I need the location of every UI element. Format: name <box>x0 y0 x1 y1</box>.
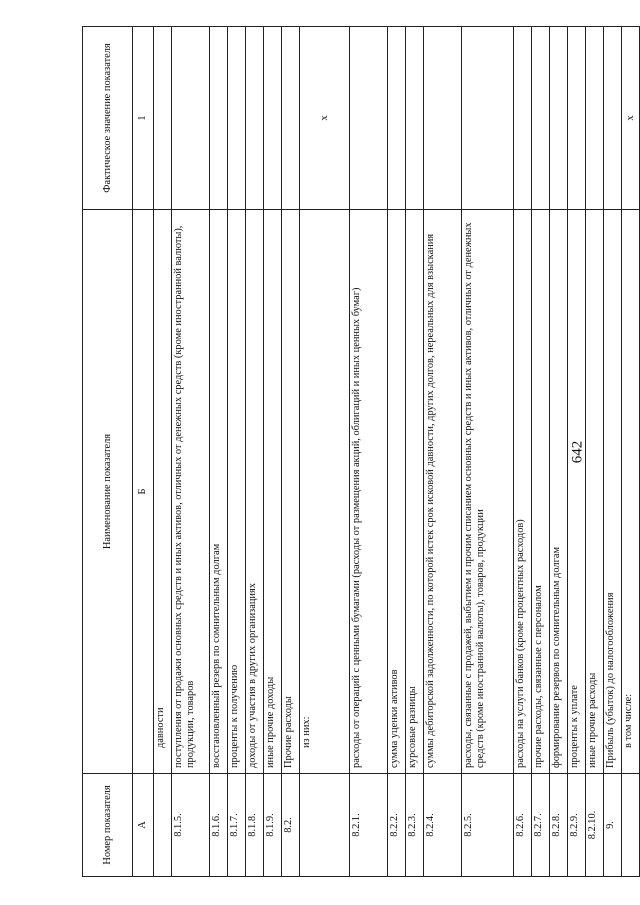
row-value <box>604 27 622 210</box>
row-number: 8.2.10. <box>586 774 604 877</box>
rotated-table-sheet <box>82 27 636 877</box>
row-number: 9. <box>604 774 622 877</box>
row-number <box>622 774 640 877</box>
row-name: Прочие расходы <box>282 210 300 774</box>
table-row <box>300 27 350 877</box>
row-value <box>532 27 550 210</box>
row-number: 8.1.7. <box>228 774 246 877</box>
row-name: расходы на услуги банков (кроме процентных расходов) <box>514 210 532 774</box>
row-name: суммы дебиторской задолженности, по которой истек срок исковой давности, других долгов, нереальных для взыскания <box>424 210 462 774</box>
table-row <box>210 27 228 877</box>
row-name: из них: <box>300 210 350 774</box>
row-name: сумма уценки активов <box>388 210 406 774</box>
table-row <box>172 27 210 877</box>
table-row <box>264 27 282 877</box>
row-name: проценты к уплате <box>568 210 586 774</box>
row-name: иные прочие расходы <box>586 210 604 774</box>
header-number: Номер показателя <box>83 774 133 877</box>
row-value <box>350 27 388 210</box>
table-row <box>154 27 172 877</box>
row-value <box>210 27 228 210</box>
row-name: поступления от продажи основных средств и иных активов, отличных от денежных средств (кроме иностранной валюты), продукции, товаров <box>172 210 210 774</box>
row-value <box>246 27 264 210</box>
table-row <box>622 27 640 877</box>
row-value <box>568 27 586 210</box>
row-number: 8.2. <box>282 774 300 877</box>
table-row <box>350 27 388 877</box>
row-number: 8.2.1. <box>350 774 388 877</box>
row-value <box>172 27 210 210</box>
row-number: 8.2.9. <box>568 774 586 877</box>
row-name: прочие расходы, связанные с персоналом <box>532 210 550 774</box>
table-row <box>586 27 604 877</box>
row-value <box>388 27 406 210</box>
row-name: давности <box>154 210 172 774</box>
row-name: расходы от операций с ценными бумагами (расходы от размещения акций, облигаций и иных ценных бумаг) <box>350 210 388 774</box>
row-value <box>228 27 246 210</box>
row-value <box>406 27 424 210</box>
row-number <box>300 774 350 877</box>
header-value: Фактическое значение показателя <box>83 27 133 210</box>
table-row <box>388 27 406 877</box>
table-row <box>604 27 622 877</box>
row-number: 8.1.6. <box>210 774 228 877</box>
row-number: 8.2.4. <box>424 774 462 877</box>
table-row <box>246 27 264 877</box>
table-row <box>282 27 300 877</box>
row-name: формирование резервов по сомнительным долгам <box>550 210 568 774</box>
row-number: 8.2.5. <box>462 774 514 877</box>
row-value <box>550 27 568 210</box>
table-row <box>550 27 568 877</box>
row-name: восстановленный резерв по сомнительным долгам <box>210 210 228 774</box>
row-number <box>154 774 172 877</box>
row-value <box>154 27 172 210</box>
table-row <box>228 27 246 877</box>
row-value <box>424 27 462 210</box>
row-name: курсовые разницы <box>406 210 424 774</box>
row-value <box>586 27 604 210</box>
table-row <box>514 27 532 877</box>
table-row <box>424 27 462 877</box>
row-number: 8.2.2. <box>388 774 406 877</box>
row-number: 8.1.9. <box>264 774 282 877</box>
subheader-b: Б <box>133 210 154 774</box>
row-name: иные прочие доходы <box>264 210 282 774</box>
row-number: 8.2.8. <box>550 774 568 877</box>
row-name: проценты к получению <box>228 210 246 774</box>
row-name: Прибыль (убыток) до налогообложения <box>604 210 622 774</box>
row-name: в том числе: <box>622 210 640 774</box>
row-number: 8.1.5. <box>172 774 210 877</box>
row-number: 8.1.8. <box>246 774 264 877</box>
row-number: 8.2.7. <box>532 774 550 877</box>
row-value <box>514 27 532 210</box>
row-number: 8.2.3. <box>406 774 424 877</box>
subheader-a: А <box>133 774 154 877</box>
subheader-1: 1 <box>133 27 154 210</box>
table-row <box>568 27 586 877</box>
row-value <box>282 27 300 210</box>
indicators-table <box>82 26 640 877</box>
row-name: доходы от участия в других организациях <box>246 210 264 774</box>
row-number: 8.2.6. <box>514 774 532 877</box>
table-row <box>462 27 514 877</box>
row-name: расходы, связанные с продажей, выбытием и прочим списанием основных средств и иных активов, отличных от денежных средств (кроме иностранной валюты), товаров, продукции <box>462 210 514 774</box>
row-value <box>264 27 282 210</box>
header-name: Наименование показателя <box>83 210 133 774</box>
page-number: 642 <box>569 440 586 464</box>
table-row <box>532 27 550 877</box>
row-value <box>462 27 514 210</box>
row-value: x <box>622 27 640 210</box>
row-value: x <box>300 27 350 210</box>
subheader-row <box>133 27 154 877</box>
table-row <box>406 27 424 877</box>
header-row <box>83 27 133 877</box>
